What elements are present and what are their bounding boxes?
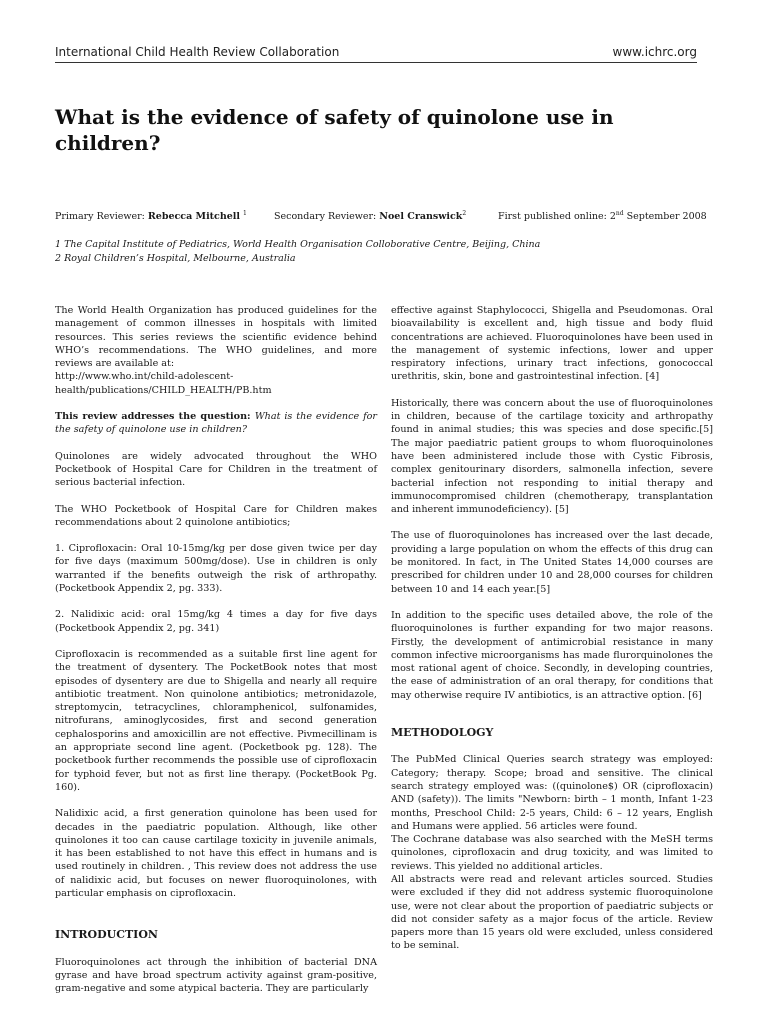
- paragraph: Nalidixic acid, a first generation quinolone has been used for decades in the paediatric population. Although, like other quinolones it too can cause cartilage toxicity in juvenile animals, it has been established to not have this effect in humans and is used routinely in children. , This review does not address the use of nalidixic acid, but focuses on newer fluoroquinolones, with particular emphasis on ciprofloxacin.: [55, 808, 377, 899]
- primary-reviewer: Primary Reviewer: Rebecca Mitchell $^1$: [55, 210, 247, 223]
- article-title: What is the evidence of safety of quinolone use in children?: [55, 105, 614, 155]
- list-item: 1. Ciprofloxacin: Oral 10-15mg/kg per dose given twice per day for five days (maximum 500mg/dose). Use in children is only warranted if the benefits outweigh the risk of arthropathy. (Pocketbook Appendix 2, pg. 333).: [55, 543, 377, 595]
- paragraph: Historically, there was concern about the use of fluoroquinolones in children, because of the cartilage toxicity and arthropathy found in animal studies; this was species and dose specific.[5] The major paediatric patient groups to whom fluoroquinolones have been administered include those with Cystic Fibrosis, complex genitourinary disorders, salmonella infection, severe bacterial infection not responding to initial therapy and immunocompromised children (chemotherapy, transplantation and inherent immunodeficiency). [5]: [391, 397, 713, 516]
- right-column: [391, 304, 713, 966]
- paragraph: The use of fluoroquinolones has increased over the last decade, providing a large population on whom the effects of this drug can be monitored. In fact, in The United States 14,000 courses are prescribed for children under 10 and 28,000 courses for children between 10 and 14 each year.[5]: [391, 530, 713, 595]
- section-heading-introduction: INTRODUCTION: [55, 928, 158, 942]
- secondary-reviewer: Secondary Reviewer: Noel Cranswick$^2$: [274, 210, 467, 223]
- paragraph: Fluoroquinolones act through the inhibition of bacterial DNA gyrase and have broad spectrum activity against gram-positive, gram-negative and some atypical bacteria. They are particularly: [55, 956, 377, 995]
- paragraph: All abstracts were read and relevant articles sourced. Studies were excluded if they did not address systemic fluoroquinolone use, were not clear about the proportion of paediatric subjects or did not consider safety as a major focus of the article. Review papers more than 15 years old were excluded, unless considered to be seminal.: [391, 873, 713, 952]
- review-question: This review addresses the question: What is the evidence for the safety of quinolone use in children?: [55, 411, 377, 436]
- who-url-link[interactable]: http://www.who.int/child-adolescent- health/publications/CHILD_HEALTH/PB.htm: [55, 371, 272, 396]
- left-column: [55, 304, 377, 1008]
- paragraph: The Cochrane database was also searched with the MeSH terms quinolones, ciprofloxacin and drug toxicity, and was limited to reviews. This yielded no additional articles.: [391, 834, 713, 872]
- affiliation-1: 1 The Capital Institute of Pediatrics, World Health Organisation Colloborative Centre, Beijing, China: [55, 239, 541, 250]
- section-heading-methodology: METHODOLOGY: [391, 726, 494, 740]
- affiliations: [55, 238, 715, 266]
- paragraph: The WHO Pocketbook of Hospital Care for Children makes recommendations about 2 quinolone antibiotics;: [55, 503, 377, 528]
- affiliation-2: 2 Royal Children’s Hospital, Melbourne, Australia: [55, 253, 296, 264]
- list-item: 2. Nalidixic acid: oral 15mg/kg 4 times a day for five days (Pocketbook Appendix 2, pg. 341): [55, 609, 377, 634]
- paragraph: Ciprofloxacin is recommended as a suitable first line agent for the treatment of dysentery. The PocketBook notes that most episodes of dysentery are due to Shigella and nearly all require antibiotic treatment. Non quinolone antibiotics; metronidazole, streptomycin, tetracyclines, chloramphenicol, sulfonamides, nitrofurans, aminoglycosides, first and second generation cephalosporins and amoxicillin are not effective. Pivmecillinam is an appropriate second line agent. (Pocketbook pg. 128). The pocketbook further recommends the possible use of ciprofloxacin for typhoid fever, but not as first line therapy. (PocketBook Pg. 160).: [55, 648, 377, 793]
- paragraph: The World Health Organization has produced guidelines for the management of common illnesses in hospitals with limited resources. This series reviews the scientific evidence behind WHO’s recommendations. The WHO guidelines, and more reviews are available at: http://www.who.int/child-adolescent- health/publications/CHILD_HEALTH/PB.htm: [55, 305, 377, 396]
- paragraph: The PubMed Clinical Queries search strategy was employed: Category; therapy. Scope; broad and sensitive. The clinical search strategy employed was: ((quinolone$) OR (ciprofloxacin) AND (safety)). The limits "Newborn: birth – 1 month, Infant 1-23 months, Preschool Child: 2-5 years, Child: 6 – 12 years, English and Humans were applied. 56 articles were found.: [391, 754, 713, 832]
- header-org: International Child Health Review Collaboration: [55, 45, 340, 59]
- paragraph: effective against Staphylococci, Shigella and Pseudomonas. Oral bioavailability is excellent and, high tissue and body fluid concentrations are achieved. Fluoroquinolones have been used in the management of systemic infections, lower and upper respiratory infections, urinary tract infections, gonococcal urethritis, skin, bone and gastrointestinal infection. [4]: [391, 305, 713, 383]
- primary-reviewer-name: Rebecca Mitchell: [147, 211, 241, 223]
- running-header: [55, 45, 697, 63]
- published-date: First published online: 2nd September 2008: [498, 210, 707, 223]
- paragraph: In addition to the specific uses detailed above, the role of the fluoroquinolones is further expanding for two major reasons. Firstly, the development of antimicrobial resistance in many common infective microorganisms has made flurorquinolones the most rational agent of choice. Secondly, in developing countries, the ease of administration of an oral therapy, for conditions that may otherwise require IV antibiotics, is an attractive option. [6]: [391, 609, 713, 701]
- paragraph: Quinolones are widely advocated throughout the WHO Pocketbook of Hospital Care for Children in the treatment of serious bacterial infection.: [55, 450, 377, 489]
- header-site-link[interactable]: www.ichrc.org: [612, 45, 697, 59]
- secondary-reviewer-name: Noel Cranswick: [379, 211, 463, 223]
